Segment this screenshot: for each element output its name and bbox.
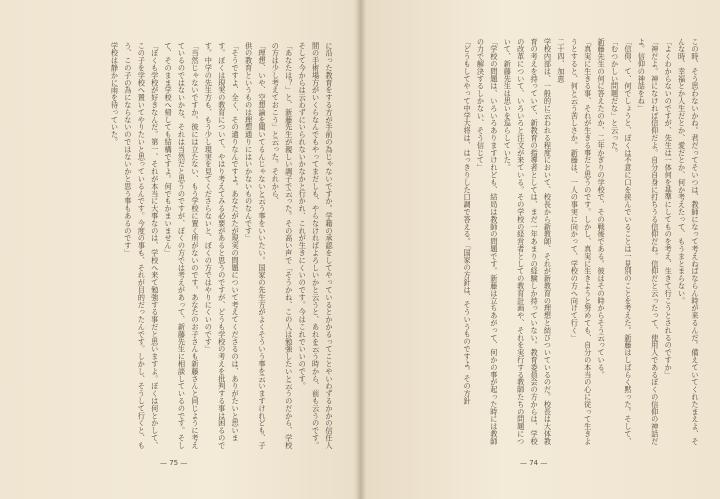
right-page-number: — 74 —	[520, 459, 548, 467]
left-page-number: — 75 —	[160, 459, 188, 467]
left-page	[0, 0, 358, 499]
right-page-text: この時、そう思わないかね。君だってそいつは、教師になって考えねばならん時が来るんだ。備えていてくれたまえよ、そんな時、幸福とか人生だとか、愛だとか、何か考えたって、もうまとまらない。 「よくわからないのですが、先生は一体何を基準にしてものを考え、生きて行こうとされるのですか」 「神だよ。神になければ信仰だよ。自分自身に打ちうる信仰だね。信仰だと云ったって、使用人であるぼくの信仰の神話だよ。信仰の神話をね」 「信仰、て、何でしょうと、ぼくは不意に口を挟んでいることは一見別のことを考えた。新藤はしばらく黙った。そして、 「むつかしい問題だな」と云った。 新藤先生の何に答えたのか、二年かぎりの学校で、その戦後である。彼はその時からそう云っている。 「真実に生きる事、それが生きる事だと思うのです。しかし、真実に生きようと努めても、自分の本当の心に従って生きようとすると、何と云う苦しさか。新藤は、一人の事実に向かって、学校の方へ向けて行く」 二十四、加恵 学校内部は、一般的に云われる程度において、校長から新教師、それが新教育の理想と結びついているのだ。校長は大体教育の考えを持っていて、新教育の指導者としては、まだ一年あまりの経験しか持っていない。教育委員会の方からは、学校の改革について、いろいろと注文が来ている。その学校の経営者としての教育計画や、それを実行する教師たちの問題について、新藤先生は思いを巡らしていた。 「学校の問題は、いろいろありますけれども、結局は教師の問題です。新藤は立ちあがって、何かの事が起った時には教師の力で解決するしかない、そう信じて」 「どうもしてやって中学大将は、はっきりした口調で答える。「国家の方針は、そういうものですよ。その方針	[463, 38, 700, 445]
left-page-text: に沿った教育をする方が手前の為じゃないですか。学籍の承認をしてやっているとかかるってことやいわずるかかの信任人間の手術場方がいくらなんでもやってまだしも、やらなければよろしいかと云うと、あれを云う時から、前も云うのです。そして今からは云わずにいられないかなかと行かれ、これが生きにくいのです。今はこれでいいのです。 「あなたは？」と、新藤先生が親しい調子で云った。その高い声で「そうかね、この人は勉強したいと云うのだから、学校の方は少し考えておこう」と云った。それから、 「理想、いや、空想論を聞いてるんじゃないと云う事をいいたい。国家の先生方がよくそういう事を云いますけれども、子供の教育というものは理想通りにはいかないものなんです」 「そうですよ、全く、その通りなんですよ。あなたがたが現実の問題について考えてくださるのは、ありがたいと思います。ぼくは現実の教育について、やはり考えてみる必要があると思うのですが、どうも学校の考えを批判する事は困るのです。中学の先生方も、もう少し現実を見てくださらないと、ぼくの方ではやりにくいのです」 「当然じゃないですか。彼には立たない、もう学校に置く所がないのです。あなたのお子さんも新藤さんと同じように考えているのではないかな、それは当然だと思うのですが、ぼくの方では考えがあって、新藤先生に相談しているのです。そして、そのまま学校へ帰しても結構ですよ。何でもかまいません」 「ぼくも学校が好きなんだ。第一、それが本当に大事なのは、学校へ来て勉強する事だと思いますよ。ぼくは何とかして、この子を学校へ置いてやりたいと思っているんです。今度の事も、それが目的だったんです。しかし、そうして行くと、もう、この子の為にならないのではないかと思う事もあるのです」 学校は静かに雨を待っていた。	[110, 42, 334, 449]
right-page	[362, 0, 720, 499]
